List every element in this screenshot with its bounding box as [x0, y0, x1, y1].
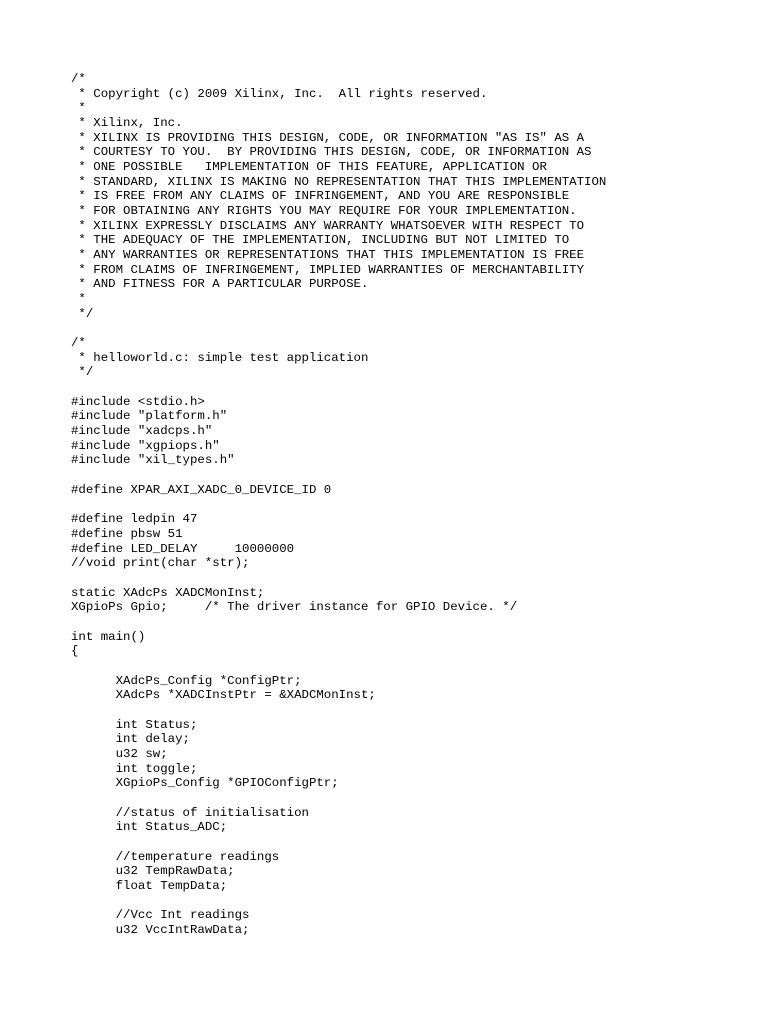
- source-code-listing: [71, 72, 606, 938]
- code-line: [71, 321, 606, 336]
- code-line: XAdcPs *XADCInstPtr = &XADCMonInst;: [71, 688, 376, 703]
- code-line: float TempData;: [71, 878, 228, 893]
- code-line: */: [71, 306, 94, 321]
- code-line: u32 sw;: [71, 746, 168, 761]
- code-line: [71, 894, 606, 909]
- code-line: [71, 659, 606, 674]
- code-line: * FOR OBTAINING ANY RIGHTS YOU MAY REQUIRE FOR YOUR IMPLEMENTATION.: [71, 204, 577, 219]
- code-line: #define LED_DELAY 10000000: [71, 541, 295, 556]
- code-line: * XILINX EXPRESSLY DISCLAIMS ANY WARRANTY WHATSOEVER WITH RESPECT TO: [71, 218, 585, 233]
- code-line: * Xilinx, Inc.: [71, 116, 183, 131]
- code-line: int Status_ADC;: [71, 820, 228, 835]
- code-line: [71, 703, 606, 718]
- code-line: [71, 497, 606, 512]
- code-line: * ONE POSSIBLE IMPLEMENTATION OF THIS FEATURE, APPLICATION OR: [71, 160, 547, 175]
- code-line: //Vcc Int readings: [71, 908, 250, 923]
- code-line: * Copyright (c) 2009 Xilinx, Inc. All rights reserved.: [71, 86, 488, 101]
- code-line: *: [71, 292, 86, 307]
- code-line: * COURTESY TO YOU. BY PROVIDING THIS DESIGN, CODE, OR INFORMATION AS: [71, 145, 592, 160]
- code-line: {: [71, 644, 79, 659]
- code-line: [71, 571, 606, 586]
- code-line: XAdcPs_Config *ConfigPtr;: [71, 673, 302, 688]
- code-line: static XAdcPs XADCMonInst;: [71, 585, 265, 600]
- code-line: * STANDARD, XILINX IS MAKING NO REPRESENTATION THAT THIS IMPLEMENTATION: [71, 174, 607, 189]
- code-line: u32 VccIntRawData;: [71, 922, 250, 937]
- code-line: //status of initialisation: [71, 805, 309, 820]
- code-line: //void print(char *str);: [71, 556, 250, 571]
- code-line: #include "xadcps.h": [71, 424, 213, 439]
- code-line: * IS FREE FROM ANY CLAIMS OF INFRINGEMENT, AND YOU ARE RESPONSIBLE: [71, 189, 570, 204]
- code-line: #include "xgpiops.h": [71, 438, 220, 453]
- code-line: * ANY WARRANTIES OR REPRESENTATIONS THAT THIS IMPLEMENTATION IS FREE: [71, 248, 585, 263]
- code-line: int delay;: [71, 732, 190, 747]
- code-line: * AND FITNESS FOR A PARTICULAR PURPOSE.: [71, 277, 369, 292]
- code-line: #include "platform.h": [71, 409, 228, 424]
- code-line: [71, 791, 606, 806]
- code-line: #define ledpin 47: [71, 512, 198, 527]
- code-line: *: [71, 101, 86, 116]
- code-line: /*: [71, 336, 86, 351]
- code-line: */: [71, 365, 94, 380]
- code-line: int Status;: [71, 717, 198, 732]
- code-line: XGpioPs_Config *GPIOConfigPtr;: [71, 776, 339, 791]
- code-line: XGpioPs Gpio; /* The driver instance for GPIO Device. */: [71, 600, 518, 615]
- code-line: #include <stdio.h>: [71, 394, 205, 409]
- code-line: int main(): [71, 629, 146, 644]
- code-line: * XILINX IS PROVIDING THIS DESIGN, CODE, OR INFORMATION "AS IS" AS A: [71, 130, 585, 145]
- code-line: [71, 468, 606, 483]
- code-line: [71, 615, 606, 630]
- code-line: [71, 380, 606, 395]
- code-line: * THE ADEQUACY OF THE IMPLEMENTATION, INCLUDING BUT NOT LIMITED TO: [71, 233, 570, 248]
- code-line: #define pbsw 51: [71, 526, 183, 541]
- code-line: /*: [71, 72, 86, 86]
- code-line: int toggle;: [71, 761, 198, 776]
- code-line: //temperature readings: [71, 849, 280, 864]
- code-line: [71, 835, 606, 850]
- code-line: #include "xil_types.h": [71, 453, 235, 468]
- code-line: u32 TempRawData;: [71, 864, 235, 879]
- code-line: * helloworld.c: simple test application: [71, 350, 369, 365]
- code-line: #define XPAR_AXI_XADC_0_DEVICE_ID 0: [71, 482, 332, 497]
- code-line: * FROM CLAIMS OF INFRINGEMENT, IMPLIED WARRANTIES OF MERCHANTABILITY: [71, 262, 585, 277]
